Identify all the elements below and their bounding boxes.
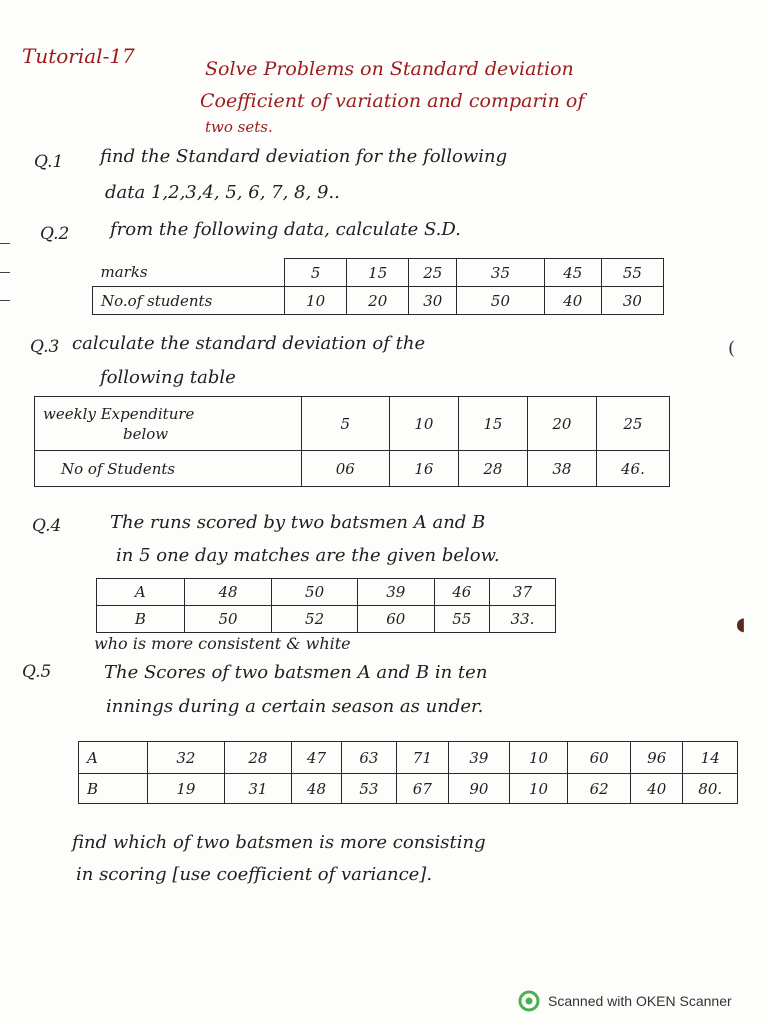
q5-row2-cell-6: 90 bbox=[449, 774, 510, 804]
q5-row2-cell-5: 67 bbox=[396, 774, 448, 804]
q4-row1-cell-5: 37 bbox=[489, 579, 555, 606]
q5-row1-cell-3: 47 bbox=[291, 742, 341, 774]
q2-row1-cell-3: 25 bbox=[409, 259, 457, 287]
q4-row2-cell-4: 55 bbox=[434, 606, 489, 633]
q4-line-2: in 5 one day matches are the given below. bbox=[116, 545, 500, 566]
q5-number: Q.5 bbox=[22, 662, 52, 682]
q2-row2-cell-2: 20 bbox=[347, 287, 409, 315]
q4-row2-cell-3: 60 bbox=[357, 606, 434, 633]
q3-row1-cell-1: 5 bbox=[301, 397, 389, 451]
q5-row1-cell-1: 32 bbox=[147, 742, 224, 774]
q5-row2-cell-3: 48 bbox=[291, 774, 341, 804]
q2-row1-label: marks bbox=[93, 259, 285, 287]
q3-row1-label-line-1: weekly Expenditure bbox=[43, 404, 195, 423]
oken-scanner-logo-icon bbox=[518, 990, 540, 1012]
q3-number: Q.3 bbox=[30, 337, 60, 357]
q1-line-1: find the Standard deviation for the following bbox=[100, 146, 508, 167]
q4-row1-cell-2: 50 bbox=[272, 579, 358, 606]
q5-row2-cell-7: 10 bbox=[509, 774, 568, 804]
q3-row1-label bbox=[35, 397, 302, 451]
q5-row1-cell-8: 60 bbox=[568, 742, 631, 774]
q5-row1-cell-4: 63 bbox=[342, 742, 396, 774]
q5-line-2: innings during a certain season as under. bbox=[106, 696, 484, 717]
q5-closing-line-1: find which of two batsmen is more consisting bbox=[72, 832, 486, 853]
q2-row2-cell-1: 10 bbox=[285, 287, 347, 315]
q3-row2-label: No of Students bbox=[35, 451, 302, 487]
scanner-watermark bbox=[518, 990, 732, 1012]
q2-line-1: from the following data, calculate S.D. bbox=[110, 219, 461, 240]
q5-row2-label: B bbox=[79, 774, 148, 804]
scanner-text: Scanned with OKEN Scanner bbox=[548, 993, 732, 1009]
q5-row2-cell-9: 40 bbox=[631, 774, 683, 804]
q2-table-row-marks bbox=[93, 259, 664, 287]
q4-row2-cell-2: 52 bbox=[272, 606, 358, 633]
q3-row2-cell-4: 38 bbox=[527, 451, 596, 487]
q4-table-row-a bbox=[97, 579, 556, 606]
q3-row2-cell-1: 06 bbox=[301, 451, 389, 487]
q3-row1-cell-4: 20 bbox=[527, 397, 596, 451]
tutorial-label: Tutorial-17 bbox=[22, 44, 135, 68]
q5-table-row-a bbox=[79, 742, 738, 774]
q2-row2-cell-6: 30 bbox=[601, 287, 663, 315]
q3-row2-cell-5: 46. bbox=[596, 451, 669, 487]
q2-row2-label: No.of students bbox=[93, 287, 285, 315]
margin-tick bbox=[0, 300, 10, 301]
q3-row2-cell-3: 28 bbox=[458, 451, 527, 487]
q5-row1-cell-2: 28 bbox=[224, 742, 291, 774]
q5-row2-cell-1: 19 bbox=[147, 774, 224, 804]
q3-row2-cell-2: 16 bbox=[389, 451, 458, 487]
q5-row1-cell-9: 96 bbox=[631, 742, 683, 774]
q4-row1-cell-4: 46 bbox=[434, 579, 489, 606]
q3-row1-label-line-2: below bbox=[123, 424, 169, 443]
q2-row2-cell-5: 40 bbox=[544, 287, 601, 315]
q5-table-row-b bbox=[79, 774, 738, 804]
q5-row1-cell-5: 71 bbox=[396, 742, 448, 774]
q3-line-1: calculate the standard deviation of the bbox=[72, 333, 426, 354]
q1-line-2: data 1,2,3,4, 5, 6, 7, 8, 9.. bbox=[105, 182, 340, 203]
q3-table-row-students bbox=[35, 451, 670, 487]
q5-table bbox=[78, 741, 738, 804]
q3-table-row-expenditure bbox=[35, 397, 670, 451]
title-line-2: Coefficient of variation and comparin of bbox=[200, 90, 585, 112]
q4-row1-cell-1: 48 bbox=[184, 579, 272, 606]
q2-row1-cell-2: 15 bbox=[347, 259, 409, 287]
q5-row2-cell-10: 80. bbox=[683, 774, 738, 804]
q5-line-1: The Scores of two batsmen A and B in ten bbox=[104, 662, 488, 683]
q2-row1-cell-6: 55 bbox=[601, 259, 663, 287]
q2-row1-cell-4: 35 bbox=[457, 259, 545, 287]
q2-row2-cell-4: 50 bbox=[457, 287, 545, 315]
q4-line-1: The runs scored by two batsmen A and B bbox=[110, 512, 486, 533]
q2-number: Q.2 bbox=[40, 224, 70, 244]
q4-number: Q.4 bbox=[32, 516, 62, 536]
q4-row2-label: B bbox=[97, 606, 185, 633]
q3-line-2: following table bbox=[100, 367, 236, 388]
q3-row1-cell-2: 10 bbox=[389, 397, 458, 451]
q4-table bbox=[96, 578, 556, 633]
margin-mark: ( bbox=[728, 338, 736, 359]
q5-row1-label: A bbox=[79, 742, 148, 774]
q4-row1-cell-3: 39 bbox=[357, 579, 434, 606]
q4-row2-cell-5: 33. bbox=[489, 606, 555, 633]
q5-row1-cell-10: 14 bbox=[683, 742, 738, 774]
q1-number: Q.1 bbox=[34, 152, 64, 172]
q4-table-row-b bbox=[97, 606, 556, 633]
q3-row1-cell-3: 15 bbox=[458, 397, 527, 451]
q5-row1-cell-6: 39 bbox=[449, 742, 510, 774]
q4-row2-cell-1: 50 bbox=[184, 606, 272, 633]
q4-row1-label: A bbox=[97, 579, 185, 606]
q5-closing-line-2: in scoring [use coefficient of variance]. bbox=[76, 864, 433, 885]
q2-row1-cell-1: 5 bbox=[285, 259, 347, 287]
title-line-3: two sets. bbox=[205, 118, 273, 136]
margin-mark: ◖ bbox=[736, 614, 746, 635]
margin-tick bbox=[0, 272, 10, 273]
margin-tick bbox=[0, 243, 10, 244]
q5-row2-cell-2: 31 bbox=[224, 774, 291, 804]
q3-row1-cell-5: 25 bbox=[596, 397, 669, 451]
q2-row1-cell-5: 45 bbox=[544, 259, 601, 287]
q5-row2-cell-4: 53 bbox=[342, 774, 396, 804]
title-line-1: Solve Problems on Standard deviation bbox=[205, 58, 574, 80]
q4-after-text: who is more consistent & white bbox=[94, 634, 351, 653]
q2-table bbox=[92, 258, 664, 315]
q3-table bbox=[34, 396, 670, 487]
q5-row2-cell-8: 62 bbox=[568, 774, 631, 804]
q5-row1-cell-7: 10 bbox=[509, 742, 568, 774]
q2-table-row-students bbox=[93, 287, 664, 315]
q2-row2-cell-3: 30 bbox=[409, 287, 457, 315]
